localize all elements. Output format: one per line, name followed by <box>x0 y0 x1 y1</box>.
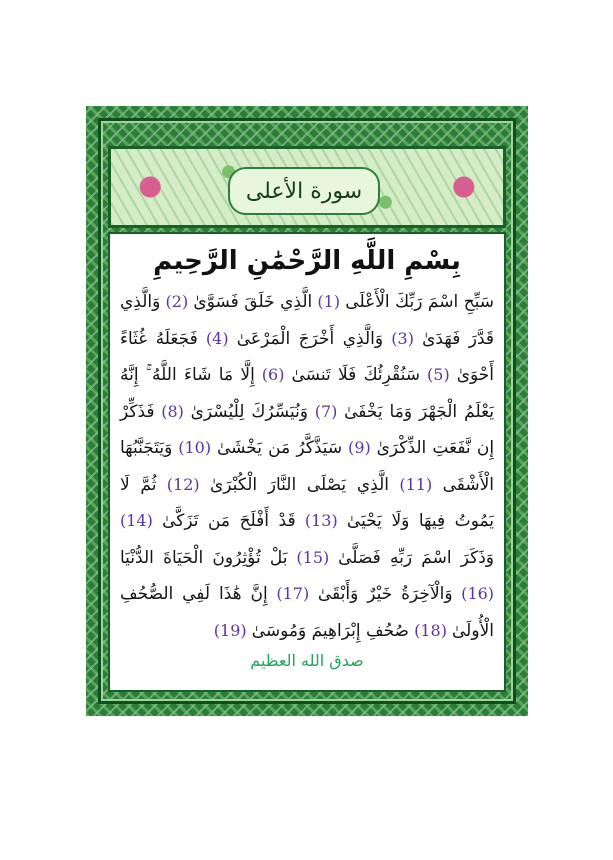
verse-number: (5) <box>420 365 457 384</box>
verse-text: سَبِّحِ اسْمَ رَبِّكَ الْأَعْلَى <box>345 292 495 312</box>
verse-text: الَّذِي يَصْلَى النَّارَ الْكُبْرَىٰ <box>210 474 389 495</box>
verse-text: ثُمَّ لَا يَمُوتُ فِيهَا وَلَا يَحْيَىٰ <box>120 474 495 531</box>
verse-number: (1) <box>312 292 346 311</box>
verse-text: فَجَعَلَهُ غُثَاءً أَحْوَىٰ <box>120 328 495 385</box>
verse-text: سَيَذَّكَّرُ مَن يَخْشَىٰ <box>216 438 343 458</box>
verse-number: (8) <box>154 401 191 421</box>
verse-number: (10) <box>172 438 217 457</box>
basmala: بِسْمِ اللَّهِ الرَّحْمَٰنِ الرَّحِيمِ <box>153 246 461 276</box>
verse-text: صُحُفِ إِبْرَاهِيمَ وَمُوسَىٰ <box>251 620 409 641</box>
verse-text: فَذَكِّرْ إِن نَّفَعَتِ الذِّكْرَىٰ <box>120 401 495 458</box>
verse-text: وَالْآخِرَةُ خَيْرٌ وَأَبْقَىٰ <box>317 584 453 604</box>
verse-number: (18) <box>409 620 453 640</box>
verse-text: قَدْ أَفْلَحَ مَن تَزَكَّىٰ <box>162 511 296 531</box>
verse-number: (16) <box>452 584 495 603</box>
verse-number: (3) <box>383 328 423 348</box>
verse-number: (4) <box>197 328 237 348</box>
verse-number: (17) <box>267 584 318 603</box>
title-banner <box>108 146 506 228</box>
verse-number: (11) <box>388 474 443 494</box>
verse-number: (15) <box>287 547 339 567</box>
verse-number: (13) <box>295 511 347 530</box>
verse-text: الَّذِي خَلَقَ فَسَوَّىٰ <box>193 292 313 312</box>
verse-text: وَالَّذِي قَدَّرَ فَهَدَىٰ <box>120 292 495 349</box>
verse-text: سَنُقْرِئُكَ فَلَا تَنسَىٰ <box>291 365 421 385</box>
verse-number: (7) <box>308 401 345 421</box>
verse-text: وَالَّذِي أَخْرَجَ الْمَرْعَىٰ <box>236 328 384 349</box>
closing-phrase: صدق الله العظيم <box>250 651 364 670</box>
verse-text: بَلْ تُؤْثِرُونَ الْحَيَاةَ الدُّنْيَا <box>120 547 288 568</box>
verse-text: وَذَكَرَ اسْمَ رَبِّهِ فَصَلَّىٰ <box>338 547 495 568</box>
verses-block <box>120 284 494 644</box>
page-border-frame <box>86 106 528 716</box>
verse-text: وَيَتَجَنَّبُهَا الْأَشْقَى <box>120 438 494 495</box>
surah-title: سورة الأعلى <box>245 178 363 204</box>
verse-number: (2) <box>160 292 194 311</box>
verse-number: (12) <box>156 474 210 494</box>
verse-text: إِنَّ هَٰذَا لَفِي الصُّحُفِ الْأُولَىٰ <box>120 584 494 641</box>
verse-number: (19) <box>213 620 252 640</box>
verse-number: (9) <box>342 438 377 457</box>
verse-number: (14) <box>120 511 163 530</box>
verse-text: وَنُيَسِّرُكَ لِلْيُسْرَىٰ <box>190 401 309 422</box>
verse-number: (6) <box>254 365 292 384</box>
title-plaque <box>228 167 380 215</box>
verse-text: إِلَّا مَا شَاءَ اللَّهُ ۚ إِنَّهُ يَعْلَمُ الْجَهْرَ وَمَا يَخْفَىٰ <box>120 365 495 422</box>
